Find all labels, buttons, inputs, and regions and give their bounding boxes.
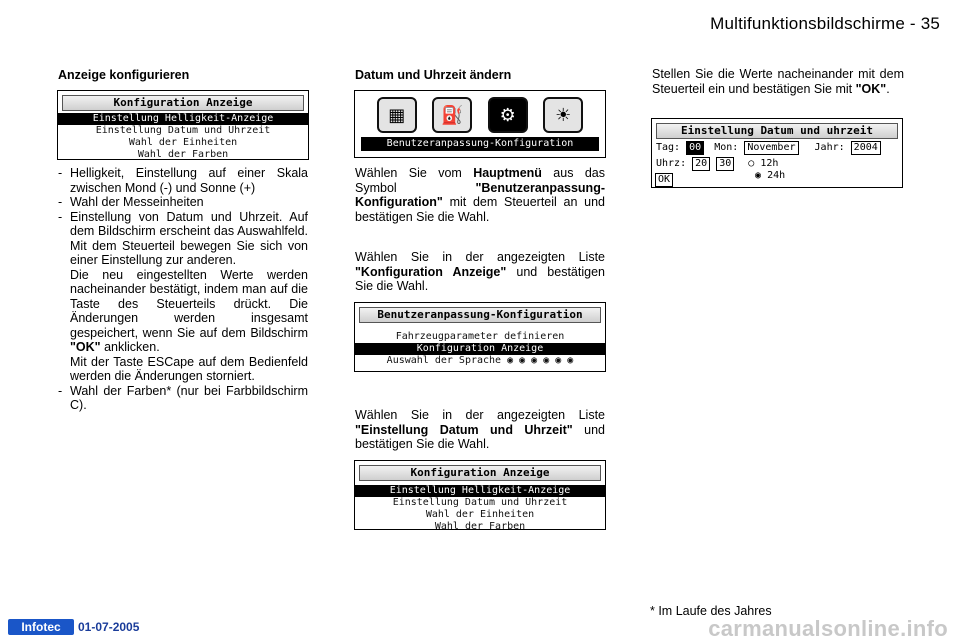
sun-icon: ☀	[543, 97, 583, 133]
radio-12h-icon: ○	[748, 158, 755, 169]
option-24h: 24h	[767, 170, 786, 181]
page-title: Multifunktionsbildschirme - 35	[710, 14, 940, 33]
year-label: Jahr:	[814, 142, 845, 153]
screen-item: Wahl der Einheiten	[128, 137, 238, 148]
paragraph-set-values: Stellen Sie die Werte nacheinander mit dem Steuerteil ein und bestätigen Sie mit "OK".	[652, 67, 904, 96]
hour-field: 20	[692, 157, 710, 171]
ok-field: OK	[655, 173, 673, 187]
option-12h: 12h	[760, 158, 779, 169]
screen-konfiguration-anzeige	[57, 90, 309, 160]
screen-item: Wahl der Farben	[434, 521, 526, 532]
infotec-logo: Infotec	[8, 619, 74, 635]
screen-title: Benutzeranpassung-Konfiguration	[359, 307, 601, 323]
screen-title: Konfiguration Anzeige	[62, 95, 304, 111]
screen-main-menu-icons	[354, 90, 606, 158]
flag-icons: ◉ ◉ ◉ ◉ ◉ ◉	[507, 355, 574, 366]
screen-title: Einstellung Datum und uhrzeit	[656, 123, 898, 139]
day-label: Tag:	[656, 142, 681, 153]
screen-item-selected: Einstellung Helligkeit-Anzeige	[355, 485, 605, 497]
image-icon: ▦	[377, 97, 417, 133]
paragraph-step3: Wählen Sie in der angezeigten Liste "Einstellung Datum und Uhrzeit" und bestätigen Sie die Wahl.	[355, 408, 605, 451]
list-item: - Einstellung von Datum und Uhrzeit. Auf dem Bildschirm erscheint das Auswahlfeld. Mit dem Steuerteil bewegen Sie sich von einer Einstellung zur anderen. Die neu eingestellten Werte werden nacheinander bestätigt, indem man auf die Taste des Steuerteils drückt. Die Änderungen werden insgesamt gespeichert, wenn Sie auf dem Bildschirm "OK" anklicken. Mit der Taste ESCape auf dem Bedienfeld werden die Änderungen storniert.	[58, 210, 308, 384]
minute-field: 30	[716, 157, 734, 171]
option-list	[58, 166, 308, 413]
month-field: November	[744, 141, 798, 155]
screen-item: Fahrzeugparameter definieren	[395, 331, 565, 342]
paragraph-step2: Wählen Sie in der angezeigten Liste "Konfiguration Anzeige" und bestätigen Sie die Wahl.	[355, 250, 605, 293]
screen-item: Auswahl der Sprache ◉ ◉ ◉ ◉ ◉ ◉	[386, 355, 574, 366]
radio-24h-icon: ◉	[755, 170, 762, 181]
watermark: carmanualsonline.info	[708, 616, 948, 641]
list-item: - Helligkeit, Einstellung auf einer Skala zwischen Mond (-) und Sonne (+)	[58, 166, 308, 195]
section-heading-display-config: Anzeige konfigurieren	[58, 68, 190, 82]
screen-benutzeranpassung	[354, 302, 606, 372]
screen-title: Konfiguration Anzeige	[359, 465, 601, 481]
screen-date-time-settings	[651, 118, 903, 188]
section-heading-date-time: Datum und Uhrzeit ändern	[355, 68, 512, 82]
settings-icon: ⚙	[488, 97, 528, 133]
time-label: Uhrz:	[656, 158, 687, 169]
footnote: * Im Laufe des Jahres	[650, 604, 772, 618]
list-item: - Wahl der Farben* (nur bei Farbbildschirm C).	[58, 384, 308, 413]
screen-item-selected: Konfiguration Anzeige	[355, 343, 605, 355]
screen-item: Wahl der Farben	[137, 149, 229, 160]
screen-selected-label: Benutzeranpassung-Konfiguration	[361, 137, 599, 151]
screen-item-selected: Einstellung Helligkeit-Anzeige	[58, 113, 308, 125]
screen-item: Einstellung Datum und Uhrzeit	[95, 125, 271, 136]
day-field: 00	[686, 141, 704, 155]
list-item: - Wahl der Messeinheiten	[58, 195, 308, 210]
screen-item: Einstellung Datum und Uhrzeit	[392, 497, 568, 508]
footer-date: 01-07-2005	[78, 620, 140, 634]
month-label: Mon:	[714, 142, 739, 153]
screen-item: Wahl der Einheiten	[425, 509, 535, 520]
paragraph-step1: Wählen Sie vom Hauptmenü aus das Symbol "Benutzeranpassung-Konfiguration" mit dem Steuerteil an und bestätigen Sie die Wahl.	[355, 166, 605, 224]
fuel-icon: ⛽	[432, 97, 472, 133]
screen-konfiguration-anzeige-2	[354, 460, 606, 530]
year-field: 2004	[851, 141, 881, 155]
